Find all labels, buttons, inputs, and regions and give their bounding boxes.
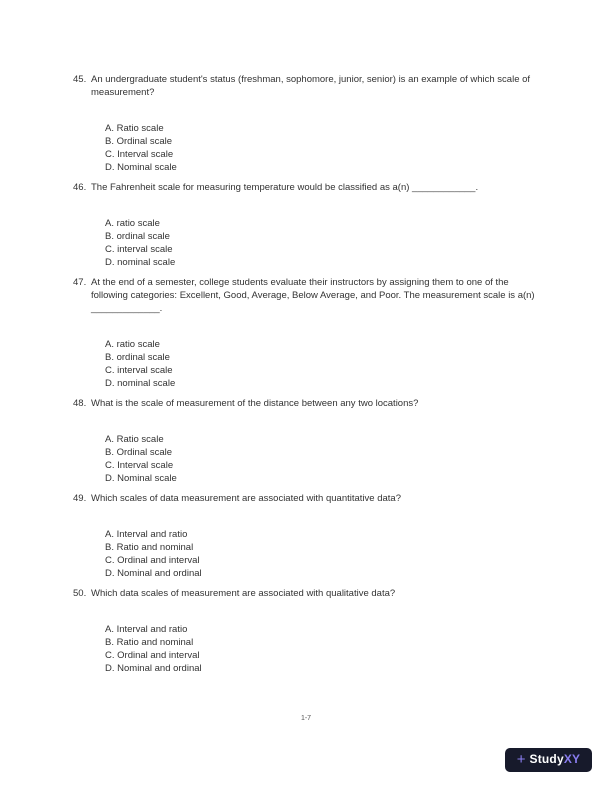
question-48 [73,397,543,485]
brand-study: Study [529,752,564,766]
question-number: 45. [73,74,87,85]
options-list [105,433,543,485]
option-b: B. ordinal scale [105,231,170,242]
brand-text [530,753,581,767]
plus-icon: + [516,751,526,768]
option-d: D. Nominal scale [105,162,177,173]
question-number: 49. [73,493,87,504]
question-46 [73,181,543,269]
option-c: C. interval scale [105,365,173,376]
questions-section [73,73,543,682]
question-head [73,587,543,600]
option-a: A. Interval and ratio [105,624,188,635]
option-b: B. ordinal scale [105,352,170,363]
question-head [73,397,543,410]
option-a: A. Ratio scale [105,123,164,134]
question-text: Which scales of data measurement are associated with quantitative data? [91,493,401,504]
question-head [73,276,543,315]
option-a: A. ratio scale [105,339,160,350]
question-number: 46. [73,182,87,193]
option-d: D. Nominal and ordinal [105,568,202,579]
option-c: C. Ordinal and interval [105,555,200,566]
option-a: A. Ratio scale [105,434,164,445]
question-head [73,73,543,99]
question-head [73,492,543,505]
option-d: D. Nominal and ordinal [105,663,202,674]
option-b: B. Ratio and nominal [105,542,194,553]
question-45 [73,73,543,174]
question-number: 47. [73,277,87,288]
option-c: C. Interval scale [105,460,174,471]
option-d: D. nominal scale [105,378,176,389]
page-number: 1-7 [300,715,312,722]
options-list [105,122,543,174]
option-c: C. Ordinal and interval [105,650,200,661]
option-b: B. Ratio and nominal [105,637,194,648]
question-text: The Fahrenheit scale for measuring temperature would be classified as a(n) ____________. [91,182,479,193]
option-b: B. Ordinal scale [105,447,173,458]
option-a: A. ratio scale [105,218,160,229]
option-d: D. nominal scale [105,257,176,268]
option-a: A. Interval and ratio [105,529,188,540]
options-list [105,623,543,675]
question-50 [73,587,543,675]
question-49 [73,492,543,580]
brand-xy: XY [563,752,581,766]
options-list [105,528,543,580]
question-text: Which data scales of measurement are associated with qualitative data? [91,588,396,599]
option-b: B. Ordinal scale [105,136,173,147]
options-list [105,217,543,269]
option-c: C. interval scale [105,244,173,255]
question-text: At the end of a semester, college students evaluate their instructors by assigning them to one of the following categories: Excellent, Good, Average, Below Average, and Poor. The measurement scale is a(n) _____________. [91,277,535,314]
question-text: An undergraduate student's status (freshman, sophomore, junior, senior) is an example of which scale of measurement? [91,74,531,98]
studyxy-logo [505,748,592,772]
question-47 [73,276,543,390]
question-number: 50. [73,588,87,599]
question-text: What is the scale of measurement of the distance between any two locations? [91,398,419,409]
options-list [105,338,543,390]
option-d: D. Nominal scale [105,473,177,484]
option-c: C. Interval scale [105,149,174,160]
question-number: 48. [73,398,87,409]
question-head [73,181,543,194]
